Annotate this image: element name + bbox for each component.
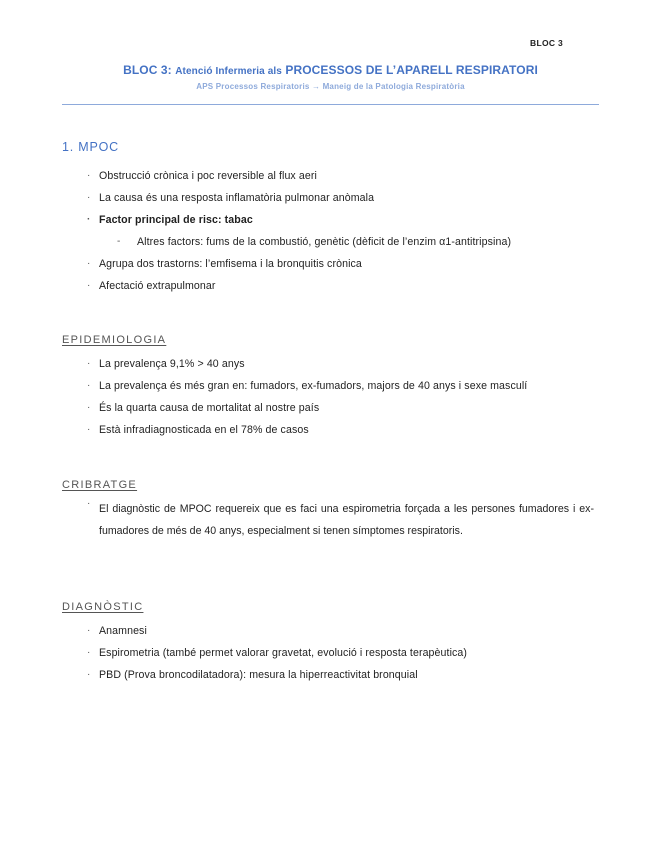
list-item xyxy=(0,165,594,187)
document-subtitle: APS Processos Respiratoris → Maneig de la Patologia Respiratòria xyxy=(196,82,465,91)
section-heading-diagnostic: DIAGNÒSTIC xyxy=(62,601,144,613)
list-item-text: Obstrucció crònica i poc reversible al flux aeri xyxy=(99,170,317,182)
epidemiologia-list xyxy=(0,353,655,441)
list-item xyxy=(0,419,594,441)
header-divider xyxy=(62,104,599,105)
list-item xyxy=(0,253,594,275)
list-item xyxy=(0,642,594,664)
document-header xyxy=(62,63,599,91)
mpoc-list xyxy=(0,165,655,297)
list-item-text: PBD (Prova broncodilatadora): mesura la hiperreactivitat bronquial xyxy=(99,669,418,681)
bullet-icon: · xyxy=(87,669,91,680)
bullet-icon: · xyxy=(87,402,91,413)
title-smallcaps: Atenció Infermeria als xyxy=(175,66,282,77)
list-item-text: És la quarta causa de mortalitat al nostre país xyxy=(99,402,320,414)
list-item-text: Agrupa dos trastorns: l’emfisema i la bronquitis crònica xyxy=(99,258,362,270)
list-item-text: Està infradiagnosticada en el 78% de casos xyxy=(99,424,309,436)
bullet-icon: · xyxy=(87,647,91,658)
list-item-text: Espirometria (també permet valorar gravetat, evolució i resposta terapèutica) xyxy=(99,647,468,659)
list-item xyxy=(0,353,594,375)
bullet-icon: · xyxy=(87,358,91,369)
list-item-text: La prevalença 9,1% > 40 anys xyxy=(99,358,245,370)
bullet-icon: · xyxy=(87,625,91,636)
bullet-icon: · xyxy=(87,192,91,203)
bullet-icon: · xyxy=(87,170,91,181)
list-item-text: La prevalença és més gran en: fumadors, ex-fumadors, majors de 40 anys i sexe masculí xyxy=(99,380,528,392)
title-prefix: BLOC 3: xyxy=(123,63,176,77)
list-item xyxy=(0,664,594,686)
title-main: PROCESSOS DE L’APARELL RESPIRATORI xyxy=(281,63,538,77)
list-item xyxy=(0,209,594,231)
section-heading-epidemiologia: EPIDEMIOLOGIA xyxy=(62,334,167,346)
bullet-icon: · xyxy=(87,424,91,435)
bullet-icon: · xyxy=(87,280,91,291)
section-heading-mpoc: 1. MPOC xyxy=(62,140,119,154)
list-item xyxy=(0,397,594,419)
list-item-text: La causa és una resposta inflamatòria pulmonar anòmala xyxy=(99,192,375,204)
cribratge-paragraph: El diagnòstic de MPOC requereix que es faci una espirometria forçada a les persones fumadores i ex-fumadores de més de 40 anys, especialment si tenen símptomes respiratoris. xyxy=(99,503,594,537)
list-item-sub xyxy=(0,231,632,253)
dash-icon: - xyxy=(117,236,121,247)
bullet-icon: · xyxy=(87,498,91,509)
bullet-icon: · xyxy=(87,380,91,391)
list-item xyxy=(0,375,594,397)
bullet-icon: · xyxy=(87,214,91,225)
list-item xyxy=(0,187,594,209)
list-item-text: Afectació extrapulmonar xyxy=(99,280,216,292)
section-heading-cribratge: CRIBRATGE xyxy=(62,479,138,491)
list-item xyxy=(0,275,594,297)
list-item-text: Factor principal de risc: tabac xyxy=(99,214,253,226)
diagnostic-list xyxy=(0,620,655,686)
list-item xyxy=(0,620,594,642)
bullet-icon: · xyxy=(87,258,91,269)
document-title xyxy=(62,63,599,77)
page-header-tag: BLOC 3 xyxy=(530,38,563,48)
list-item-text: Altres factors: fums de la combustió, genètic (dèficit de l’enzim α1-antitripsina) xyxy=(137,236,512,248)
list-item-text: Anamnesi xyxy=(99,625,147,637)
